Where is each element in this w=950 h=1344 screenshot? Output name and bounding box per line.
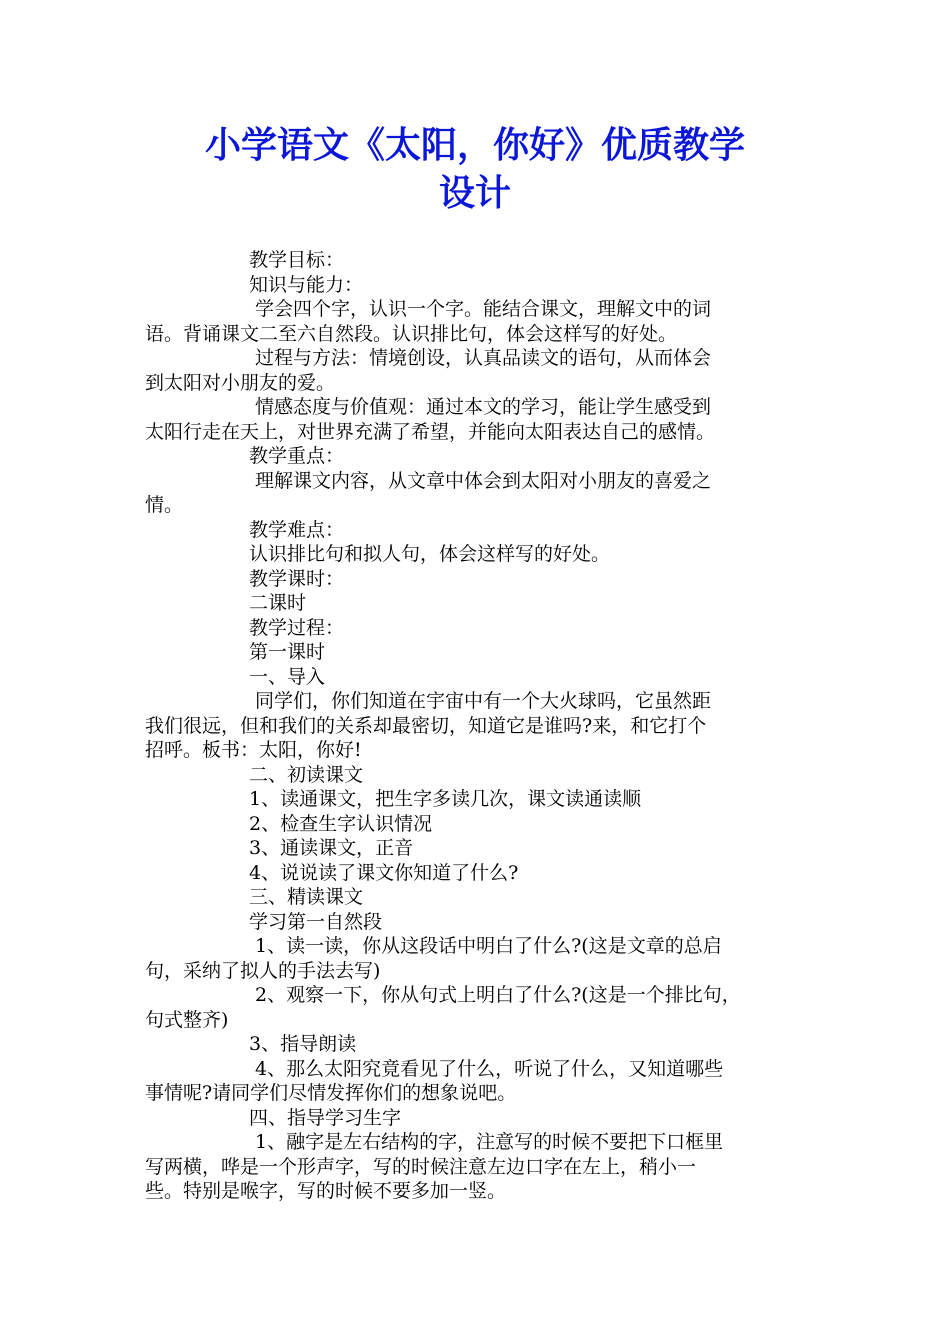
paragraph-line: 太阳行走在天上，对世界充满了希望，并能向太阳表达自己的感情。 xyxy=(145,420,716,443)
list-item: 2、检查生字认识情况 xyxy=(249,812,433,835)
list-item: 4、那么太阳究竟看见了什么，听说了什么，又知道哪些 xyxy=(255,1057,724,1080)
paragraph-line: 我们很远，但和我们的关系却最密切，知道它是谁吗?来，和它打个 xyxy=(145,714,707,737)
paragraph-line: 语。背诵课文二至六自然段。认识排比句，体会这样写的好处。 xyxy=(145,322,678,345)
paragraph-line: 过程与方法：情境创设，认真品读文的语句，从而体会 xyxy=(255,347,712,369)
paragraph-line: 写两横，哗是一个形声字，写的时候注意左边口字在左上，稍小一 xyxy=(145,1155,697,1178)
title-line-1: 小学语文《太阳，你好》优质教学 xyxy=(204,125,745,166)
list-item: 3、通读课文，正音 xyxy=(249,837,414,859)
paragraph-line: 些。特别是喉字，写的时候不要多加一竖。 xyxy=(145,1180,507,1202)
list-item: 1、读通课文，把生字多读几次，课文读通读顺 xyxy=(249,788,642,810)
paragraph-line: 事情呢?请同学们尽情发挥你们的想象说吧。 xyxy=(145,1082,517,1104)
section-heading: 一、导入 xyxy=(249,665,326,688)
paragraph-line: 情感态度与价值观：通过本文的学习，能让学生感受到 xyxy=(255,396,712,418)
heading-difficulties: 教学难点： xyxy=(249,518,345,541)
paragraph-line: 情。 xyxy=(145,494,184,516)
heading-key-points: 教学重点： xyxy=(249,445,345,467)
list-item: 4、说说读了课文你知道了什么? xyxy=(249,861,519,884)
paragraph-line: 认识排比句和拟人句，体会这样写的好处。 xyxy=(249,543,611,565)
subheading-first-lesson: 第一课时 xyxy=(249,641,326,663)
paragraph-line: 二课时 xyxy=(249,592,307,614)
paragraph-line: 同学们，你们知道在宇宙中有一个大火球吗，它虽然距 xyxy=(255,690,712,712)
section-heading: 四、指导学习生字 xyxy=(249,1106,402,1129)
section-heading: 三、精读课文 xyxy=(249,886,364,908)
document-body xyxy=(145,248,810,1204)
document-title xyxy=(130,122,820,218)
section-heading: 二、初读课文 xyxy=(249,763,364,786)
list-item: 2、观察一下，你从句式上明白了什么?(这是一个排比句， xyxy=(255,984,741,1006)
paragraph-line: 句式整齐) xyxy=(145,1008,229,1031)
list-item: 1、融字是左右结构的字，注意写的时候不要把下口框里 xyxy=(255,1131,724,1153)
list-item: 1、读一读，你从这段话中明白了什么?(这是文章的总启 xyxy=(255,935,722,957)
paragraph-line: 理解课文内容，从文章中体会到太阳对小朋友的喜爱之 xyxy=(255,469,712,492)
heading-teaching-process: 教学过程： xyxy=(249,616,345,639)
paragraph-line: 到太阳对小朋友的爱。 xyxy=(145,371,336,394)
paragraph-line: 学会四个字，认识一个字。能结合课文，理解文中的词 xyxy=(255,298,712,320)
heading-teaching-goals: 教学目标： xyxy=(249,249,345,271)
subheading-knowledge-ability: 知识与能力： xyxy=(249,273,364,296)
list-item: 3、指导朗读 xyxy=(249,1033,357,1055)
paragraph-line: 招呼。板书：太阳，你好! xyxy=(145,739,362,761)
subheading: 学习第一自然段 xyxy=(249,910,383,933)
paragraph-line: 句，采纳了拟人的手法去写) xyxy=(145,959,381,982)
title-line-2: 设计 xyxy=(438,173,511,214)
heading-class-hours: 教学课时： xyxy=(249,567,345,590)
